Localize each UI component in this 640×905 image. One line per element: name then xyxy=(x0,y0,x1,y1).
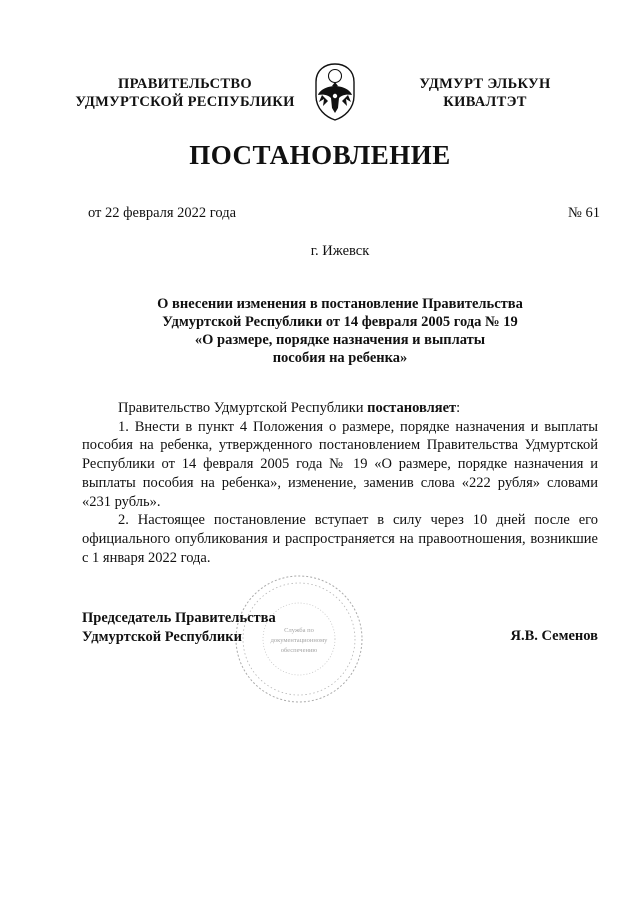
body-item-2: 2. Настоящее постановление вступает в силу через 10 дней после его официального опубликования и распространяется на правоотношения, возникшие с 1 января 2022 года. xyxy=(82,512,598,566)
document-date: от 22 февраля 2022 года xyxy=(88,205,237,221)
intro-colon: : xyxy=(456,400,461,416)
subject-line4: пособия на ребенка» xyxy=(272,350,408,366)
intro-text: Правительство Удмуртской Республики xyxy=(118,400,368,416)
document-body xyxy=(82,399,598,567)
header-right-line1: УДМУРТ ЭЛЬКУН xyxy=(419,76,551,92)
stamp-line3: обеспечению xyxy=(280,647,318,654)
body-intro xyxy=(82,399,598,418)
header-government-name-ru xyxy=(70,75,300,111)
document-title: ПОСТАНОВЛЕНИЕ xyxy=(189,140,451,170)
header-right-line2: КИВАЛТЭТ xyxy=(443,94,527,110)
document-number: № 61 xyxy=(568,205,600,221)
stamp-line1: Служба по xyxy=(284,627,314,634)
signature-position-line2: Удмуртской Республики xyxy=(82,628,242,645)
stamp-line2: документационному xyxy=(270,637,328,644)
document-subject xyxy=(120,295,560,367)
signature-position-line1: Председатель Правительства xyxy=(82,610,276,626)
subject-line2: Удмуртской Республики от 14 февраля 2005 года № 19 xyxy=(162,314,518,330)
header-government-name-udm xyxy=(400,75,570,111)
header-left-line2: УДМУРТСКОЙ РЕСПУБЛИКИ xyxy=(75,94,295,110)
subject-line1: О внесении изменения в постановление Правительства xyxy=(157,296,523,312)
signature-position xyxy=(82,609,276,646)
intro-bold-word: постановляет xyxy=(367,400,457,416)
body-item-1: 1. Внести в пункт 4 Положения о размере, порядке назначения и выплаты пособия на ребенка, утвержденного постановлением Правительства Удмуртской Республики от 14 февраля 2005 года № 19 «О размере, порядке назначения и выплаты пособия на ребенка», изменение, заменив слова «222 рубля» словами «231 рубль». xyxy=(82,418,598,510)
document-city: г. Ижевск xyxy=(310,243,370,259)
subject-line3: «О размере, порядке назначения и выплаты xyxy=(194,332,486,348)
signature-name: Я.В. Семенов xyxy=(510,628,598,644)
udmurtia-coat-of-arms-icon xyxy=(310,62,360,122)
header-left-line1: ПРАВИТЕЛЬСТВО xyxy=(118,76,252,92)
